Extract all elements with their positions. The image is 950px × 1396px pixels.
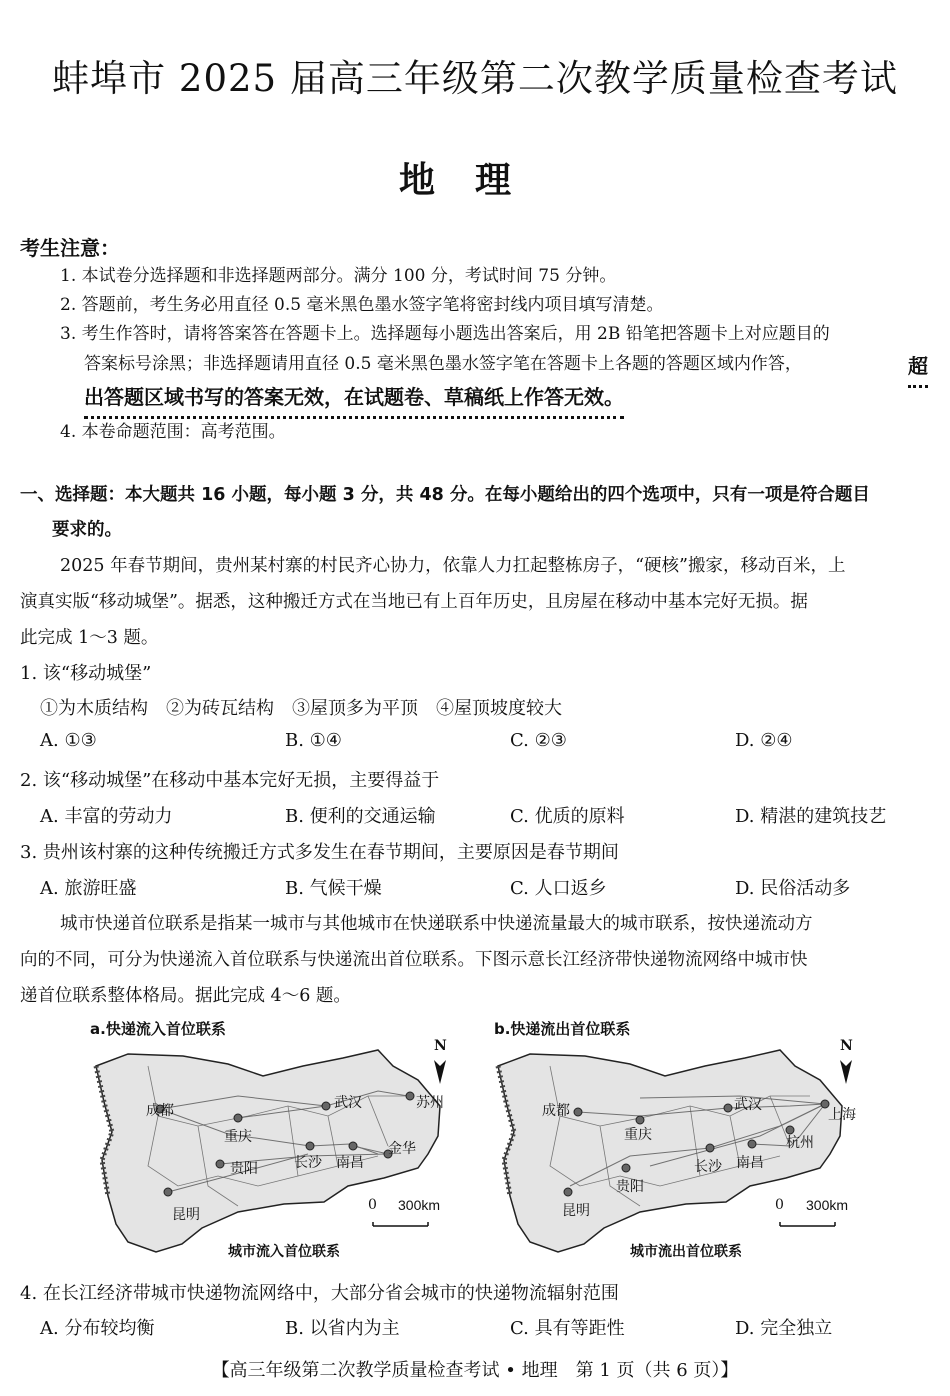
notice-emphasis: 出答题区域书写的答案无效，在试题卷、草稿纸上作答无效。 bbox=[84, 381, 624, 419]
option-c: C. 人口返乡 bbox=[510, 878, 607, 899]
question-stem: 1. 该“移动城堡” bbox=[20, 663, 152, 684]
notice-heading: 考生注意： bbox=[20, 236, 120, 260]
option-a: A. 丰富的劳动力 bbox=[40, 806, 173, 827]
notice-item: 1. 本试卷分选择题和非选择题两部分。满分 100 分，考试时间 75 分钟。 bbox=[60, 266, 617, 286]
option-c: C. 具有等距性 bbox=[510, 1318, 625, 1339]
passage-line: 递首位联系整体格局。据此完成 4～6 题。 bbox=[20, 986, 351, 1006]
city-label: 昆明 bbox=[562, 1203, 590, 1219]
scale-label: 300km bbox=[398, 1197, 441, 1213]
subject-title: 地理 bbox=[398, 159, 551, 201]
north-label: N bbox=[840, 1038, 853, 1054]
option-b: B. 以省内为主 bbox=[285, 1318, 400, 1339]
city-label: 武汉 bbox=[334, 1095, 362, 1111]
north-label: N bbox=[434, 1038, 447, 1054]
option-c: C. ②③ bbox=[510, 730, 567, 751]
notice-item: 2. 答题前，考生务必用直径 0.5 毫米黑色墨水签字笔将密封线内项目填写清楚。 bbox=[60, 295, 664, 315]
map-b bbox=[490, 1018, 870, 1263]
city-label: 长沙 bbox=[294, 1155, 322, 1171]
option-a: A. 旅游旺盛 bbox=[40, 878, 137, 899]
notice-item: 4. 本卷命题范围：高考范围。 bbox=[60, 422, 286, 442]
city-label: 南昌 bbox=[736, 1155, 764, 1171]
passage-line: 城市快递首位联系是指某一城市与其他城市在快递联系中快递流量最大的城市联系，按快递流动方 bbox=[60, 914, 813, 934]
map-b-legend: 城市流出首位联系 bbox=[630, 1244, 742, 1260]
page-footer: 【高三年级第二次教学质量检查考试 • 地理 第 1 页（共 6 页）】 bbox=[211, 1360, 739, 1381]
north-arrow bbox=[840, 1060, 852, 1084]
city-label: 贵阳 bbox=[230, 1161, 258, 1177]
exam-title: 蚌埠市 2025 届高三年级第二次教学质量检查考试 bbox=[52, 57, 898, 100]
map-b-title: b.快递流出首位联系 bbox=[494, 1020, 631, 1038]
question-statements: ①为木质结构 ②为砖瓦结构 ③屋顶多为平顶 ④屋顶坡度较大 bbox=[40, 698, 562, 719]
option-d: D. 完全独立 bbox=[735, 1318, 833, 1339]
city-label: 金华 bbox=[388, 1141, 416, 1157]
city-label: 苏州 bbox=[416, 1095, 444, 1111]
option-b: B. 便利的交通运输 bbox=[285, 806, 436, 827]
city-label: 重庆 bbox=[224, 1129, 252, 1145]
notice-emphasis: 超 bbox=[908, 350, 928, 388]
city-label: 杭州 bbox=[786, 1135, 814, 1151]
option-c: C. 优质的原料 bbox=[510, 806, 625, 827]
city-label: 成都 bbox=[146, 1103, 174, 1119]
city-label: 长沙 bbox=[694, 1159, 722, 1175]
map-a-legend: 城市流入首位联系 bbox=[228, 1244, 340, 1260]
option-b: B. 气候干燥 bbox=[285, 878, 382, 899]
city-label: 武汉 bbox=[734, 1097, 762, 1113]
section-heading: 一、选择题：本大题共 16 小题，每小题 3 分，共 48 分。在每小题给出的四个选项中，只有一项是符合题目 bbox=[20, 485, 870, 505]
option-d: D. 精湛的建筑技艺 bbox=[735, 806, 887, 827]
city-label: 贵阳 bbox=[616, 1179, 644, 1195]
map-a-title: a.快递流入首位联系 bbox=[90, 1020, 226, 1038]
option-a: A. ①③ bbox=[40, 730, 97, 751]
passage-line: 演真实版“移动城堡”。据悉，这种搬迁方式在当地已有上百年历史，且房屋在移动中基本完好无损。据 bbox=[20, 592, 808, 612]
question-stem: 3. 贵州该村寨的这种传统搬迁方式多发生在春节期间，主要原因是春节期间 bbox=[20, 842, 619, 863]
city-label: 成都 bbox=[542, 1103, 570, 1119]
passage-line: 此完成 1～3 题。 bbox=[20, 628, 159, 648]
notice-item: 答案标号涂黑；非选择题请用直径 0.5 毫米黑色墨水签字笔在答题卡上各题的答题区域内作答， bbox=[84, 354, 802, 374]
option-a: A. 分布较均衡 bbox=[40, 1318, 155, 1339]
passage-line: 向的不同，可分为快递流入首位联系与快递流出首位联系。下图示意长江经济带快递物流网络中城市快 bbox=[20, 950, 808, 970]
scale-zero: 0 bbox=[368, 1197, 377, 1213]
scale-label: 300km bbox=[806, 1197, 849, 1213]
north-arrow bbox=[434, 1060, 446, 1084]
city-label: 上海 bbox=[828, 1107, 856, 1123]
city-label: 南昌 bbox=[336, 1155, 364, 1171]
option-b: B. ①④ bbox=[285, 730, 342, 751]
city-label: 昆明 bbox=[172, 1207, 200, 1223]
map-a bbox=[88, 1018, 468, 1263]
city-label: 重庆 bbox=[624, 1127, 652, 1143]
scale-zero: 0 bbox=[775, 1197, 784, 1213]
question-stem: 2. 该“移动城堡”在移动中基本完好无损，主要得益于 bbox=[20, 770, 440, 791]
section-heading-cont: 要求的。 bbox=[52, 520, 122, 540]
option-d: D. ②④ bbox=[735, 730, 793, 751]
question-stem: 4. 在长江经济带城市快递物流网络中，大部分省会城市的快递物流辐射范围 bbox=[20, 1283, 619, 1304]
notice-item: 3. 考生作答时，请将答案答在答题卡上。选择题每小题选出答案后，用 2B 铅笔把答题卡上对应题目的 bbox=[60, 324, 830, 344]
option-d: D. 民俗活动多 bbox=[735, 878, 851, 899]
passage-line: 2025 年春节期间，贵州某村寨的村民齐心协力，依靠人力扛起整栋房子，“硬核”搬家，移动百米，上 bbox=[60, 556, 846, 576]
